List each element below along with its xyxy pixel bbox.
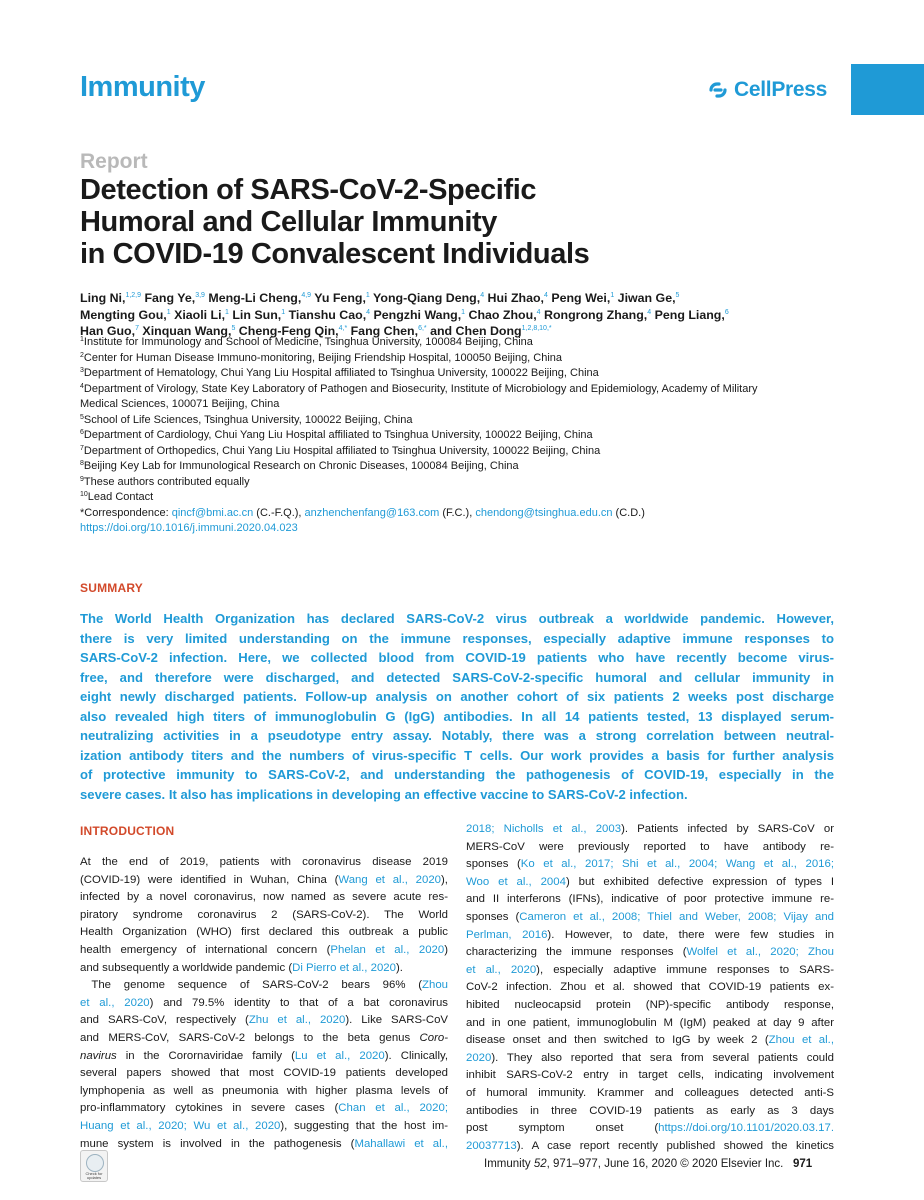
text-line	[80, 1012, 448, 1030]
author-name: Rongrong Zhang,	[540, 307, 648, 322]
affiliation-number: 3	[80, 367, 84, 374]
text-line	[80, 1065, 448, 1083]
affiliation-number: 9	[80, 475, 84, 483]
affiliation-number: 5	[80, 413, 84, 421]
footer-volume: 52	[533, 1158, 547, 1170]
text-run: ),	[441, 873, 448, 886]
affiliation-marker[interactable]: 7	[135, 325, 139, 332]
citation-link[interactable]: https://doi.org/10.1101/2020.03.17.	[658, 1122, 834, 1135]
text-run: in the Corornaviridae family (	[116, 1049, 295, 1062]
text-run: CoV-2 infection. Zhou et al. showed that COVID-19 patients ex-	[466, 981, 834, 994]
text-run: ) and 79.5% identity to that of a bat coronavirus	[149, 996, 448, 1009]
affiliation-marker[interactable]: 3,9	[195, 292, 205, 299]
article-title	[80, 174, 720, 270]
summary-heading: SUMMARY	[80, 581, 143, 595]
badge-disc	[86, 1154, 104, 1172]
author-name: Hui Zhao,	[484, 291, 544, 305]
summary-abstract	[80, 609, 834, 804]
text-line	[80, 924, 448, 942]
text-line	[80, 1100, 448, 1118]
author-name: Xinquan Wang,	[138, 324, 232, 338]
text-line	[466, 1103, 834, 1121]
text-run: lymphopenia as well as pneumonia with higher plasma levels of	[80, 1084, 448, 1097]
affiliation-marker[interactable]: 4	[366, 308, 371, 316]
affiliation-item	[80, 413, 840, 429]
citation-link[interactable]: Phelan et al., 2020	[330, 943, 445, 956]
citation-link[interactable]: Perlman, 2016	[466, 928, 548, 941]
text-run: infected by a novel coronavirus, now named as severe acute res-	[80, 891, 448, 904]
affiliation-item	[80, 335, 840, 351]
text-run: sponses (	[466, 910, 520, 923]
affiliation-number: 10	[80, 491, 88, 498]
affiliation-item	[80, 428, 840, 444]
affiliation-marker[interactable]: 4	[480, 292, 485, 299]
affiliation-number: 6	[80, 429, 84, 436]
citation-link[interactable]: Zhou	[422, 979, 448, 992]
author-name: Mengting Gou,	[80, 307, 167, 322]
text-run: ). However, to date, there were few studies in	[547, 928, 834, 941]
affiliation-marker[interactable]: 4	[536, 308, 541, 316]
author-name: and Chen Dong	[426, 324, 522, 338]
publisher-logo[interactable]	[706, 78, 827, 102]
affiliation-marker[interactable]: 4	[647, 308, 652, 316]
text-run: Coro-	[419, 1031, 448, 1044]
text-run: health emergency of international concern (	[80, 943, 331, 956]
text-run: and subsequently a worldwide pandemic (	[80, 961, 293, 974]
text-line	[80, 889, 448, 907]
summary-line: The World Health Organization has declared SARS-CoV-2 virus outbreak a worldwide pandemic. However,	[80, 611, 834, 626]
summary-line: there is very limited understanding on the immune responses, especially adaptive immune responses to	[80, 630, 834, 646]
author-list	[80, 290, 840, 340]
text-run: At the end of 2019, patients with coronavirus disease 2019	[80, 856, 448, 868]
text-run: characterizing the immune responses (	[466, 946, 687, 959]
text-line	[466, 1138, 834, 1156]
affiliation-text: Medical Sciences, 100071 Beijing, China	[80, 398, 280, 410]
affiliation-item	[80, 382, 840, 398]
journal-name: Immunity	[80, 71, 205, 103]
text-line	[466, 1067, 834, 1085]
email-link[interactable]: anzhenchenfang@163.com	[304, 506, 440, 519]
affiliation-text: Department of Hematology, Chui Yang Liu Hospital affiliated to Tsinghua University, 100022 Beijing, China	[83, 367, 599, 379]
text-line	[466, 997, 834, 1015]
author-name: Xiaoli Li,	[170, 307, 226, 322]
affiliation-marker[interactable]: 1,2,9	[125, 292, 142, 299]
text-line	[80, 1136, 448, 1154]
affiliation-item	[80, 475, 840, 491]
text-run: ), especially adaptive immune responses to SARS-	[536, 963, 834, 976]
text-run: The genome sequence of SARS-CoV-2 bears 96% (	[80, 979, 423, 992]
author-name: Yong-Qiang Deng,	[369, 291, 481, 305]
text-run: and MERS-CoV, SARS-CoV-2 belongs to the beta genus	[80, 1031, 420, 1044]
publisher-name: CellPress	[734, 78, 828, 101]
affiliation-text: Department of Virology, State Key Laboratory of Pathogen and Biosecurity, Institute of Microbiology and Epidemiology, Academy of Military	[83, 382, 758, 395]
text-run: ).	[395, 961, 403, 974]
text-line	[466, 874, 834, 892]
text-line	[80, 1083, 448, 1101]
correspondence-note: (C.-F.Q.),	[253, 506, 305, 519]
citation-link[interactable]: Ko et al., 2017; Shi et al., 2004; Wang et al., 2016;	[520, 858, 834, 871]
text-line	[466, 1032, 834, 1050]
affiliation-marker[interactable]: 1	[461, 308, 466, 316]
affiliation-marker[interactable]: 4	[543, 292, 548, 299]
citation-link[interactable]: 2020	[466, 1051, 492, 1064]
text-run: and II interferons (IFNs), indicative of poor protective immune re-	[466, 893, 834, 906]
affiliation-item	[80, 444, 840, 460]
citation-link[interactable]: Zhu et al., 2020	[248, 1014, 346, 1027]
text-line	[466, 856, 834, 874]
citation-link[interactable]: Woo et al., 2004	[466, 875, 566, 888]
text-run: )	[444, 943, 448, 956]
citation-link[interactable]: Cameron et al., 2008; Thiel and Weber, 2008; Vijay and	[519, 910, 834, 923]
text-line	[80, 907, 448, 925]
affiliation-number: 1	[80, 336, 84, 343]
text-run: post symptom onset (	[466, 1122, 659, 1135]
text-run: disease onset and then switched to IgG by week 2 (	[466, 1034, 769, 1047]
text-run: navirus	[80, 1049, 117, 1062]
text-line	[80, 854, 448, 872]
text-run: inhibit SARS-CoV-2 entry in target cells, indicating involvement	[466, 1069, 834, 1082]
text-run: ). A case report recently published showed the kinetics	[516, 1139, 834, 1152]
text-run: and in one patient, immunoglobulin M (IgM) peaked at day 9 after	[466, 1016, 834, 1029]
author-name: Han Guo,	[80, 324, 136, 338]
author-name: Cheng-Feng Qin,	[235, 324, 339, 338]
citation-link[interactable]: 20037713	[466, 1139, 517, 1152]
check-for-updates-icon[interactable]	[80, 1150, 108, 1182]
correspondence-label: *Correspondence:	[80, 506, 172, 519]
citation-link[interactable]: Chan et al., 2020;	[338, 1102, 448, 1115]
summary-line: ization antibody titers and the numbers of virus-specific T cells. Our work provides a basis for further analysis	[80, 747, 834, 763]
affiliation-number: 2	[80, 351, 84, 359]
text-run: sponses (	[466, 858, 521, 871]
affiliation-marker[interactable]: 1,2,8,10,*	[521, 325, 552, 332]
citation-link[interactable]: et al., 2020	[80, 996, 150, 1009]
affiliation-number: 4	[80, 382, 84, 390]
text-run: pro-inflammatory cytokines in severe cases (	[80, 1102, 339, 1115]
affiliation-item	[80, 459, 840, 475]
text-run: antibodies in three COVID-19 patients as early as 3 days	[466, 1104, 834, 1117]
text-line	[80, 995, 448, 1013]
author-name: Fang Chen,	[347, 324, 419, 338]
citation-link[interactable]: Wolfel et al., 2020; Zhou	[686, 946, 834, 959]
citation-link[interactable]: Huang et al., 2020; Wu et al., 2020	[80, 1119, 281, 1132]
affiliation-text: Beijing Key Lab for Immunological Research on Chronic Diseases, 100084 Beijing, China	[83, 460, 519, 472]
body-column-left	[80, 854, 448, 1153]
affiliation-marker[interactable]: 5	[231, 325, 236, 332]
text-line	[80, 960, 448, 978]
title-line: in COVID-19 Convalescent Individuals	[80, 238, 590, 270]
text-run: ) but exhibited defective expression of types I	[565, 875, 834, 888]
text-line	[80, 977, 448, 995]
text-run: of humoral immunity. Krammer and colleagues detected anti-S	[466, 1086, 834, 1099]
author-name: Yu Feng,	[311, 291, 366, 305]
text-line	[466, 1085, 834, 1103]
summary-line: of protective immunity to SARS-CoV-2, and understanding the pathogenesis of COVID-19, especially in the	[80, 767, 834, 782]
text-run: ). They also reported that sera from several patients could	[491, 1051, 834, 1064]
summary-line: eight newly discharged patients. Follow-up analysis on another cohort of six patients 2 weeks post discharge	[80, 689, 834, 704]
text-run: several papers showed that most COVID-19 patients developed	[80, 1067, 448, 1080]
text-run: piratory syndrome coronavirus 2 (SARS-CoV-2). The World	[80, 908, 448, 921]
summary-line: also revealed high titers of immunoglobulin G (IgG) antibodies. In all 14 patients tested, 13 displayed serum-	[80, 708, 834, 724]
article-type: Report	[80, 150, 148, 173]
affiliation-item	[80, 397, 840, 413]
author-name: Chao Zhou,	[465, 307, 537, 322]
text-line	[466, 944, 834, 962]
affiliation-marker[interactable]: 5	[675, 292, 680, 299]
affiliation-marker[interactable]: 6,*	[418, 325, 427, 332]
author-line	[80, 307, 840, 324]
affiliation-text: Institute for Immunology and School of Medicine, Tsinghua University, 100084 Beijing, China	[83, 336, 533, 348]
author-name: Lin Sun,	[228, 307, 282, 322]
text-run: ). Like SARS-CoV	[345, 1014, 449, 1027]
affiliation-marker[interactable]: 4,*	[338, 325, 348, 332]
text-line	[80, 942, 448, 960]
citation-link[interactable]: Zhou et al.,	[768, 1034, 834, 1047]
citation-link[interactable]: Mahallawi et al.,	[354, 1137, 449, 1150]
correspondence	[80, 506, 840, 522]
correspondence-note: (C.D.)	[612, 506, 645, 519]
summary-line: SARS-CoV-2 infection. Here, we collected blood from COVID-19 patients who have recently become virus-	[80, 650, 834, 665]
text-run: Health Organization (WHO) first declared this outbreak a public	[80, 926, 448, 939]
doi-link[interactable]: https://doi.org/10.1016/j.immuni.2020.04.023	[80, 522, 298, 534]
affiliation-item	[80, 490, 840, 506]
affiliation-text: Department of Cardiology, Chui Yang Liu Hospital affiliated to Tsinghua University, 100022 Beijing, China	[83, 429, 593, 441]
text-line	[466, 927, 834, 945]
author-name: Peng Wei,	[547, 291, 611, 305]
text-run: (COVID-19) were identified in Wuhan, China (	[80, 873, 339, 886]
text-line	[466, 1015, 834, 1033]
body-column-right	[466, 821, 834, 1155]
email-link[interactable]: chendong@tsinghua.edu.cn	[475, 506, 613, 519]
title-line: Humoral and Cellular Immunity	[80, 206, 498, 238]
affiliation-item	[80, 366, 840, 382]
correspondence-note: (F.C.),	[439, 506, 476, 519]
affiliation-marker[interactable]: 1	[365, 292, 370, 299]
affiliation-number: 8	[80, 460, 84, 467]
author-name: Fang Ye,	[141, 291, 196, 305]
affiliation-number: 7	[80, 444, 84, 452]
citation-link[interactable]: 2018; Nicholls et al., 2003	[466, 823, 622, 835]
affiliation-item	[80, 351, 840, 367]
text-run: mune system is involved in the pathogenesis (	[80, 1137, 355, 1150]
footer-journal: Immunity	[484, 1158, 534, 1170]
text-line	[466, 1050, 834, 1068]
title-line: Detection of SARS-CoV-2-Specific	[80, 174, 537, 206]
author-name: Pengzhi Wang,	[370, 307, 462, 322]
text-run: MERS-CoV were previously reported to have antibody re-	[466, 840, 834, 853]
affiliation-marker[interactable]: 1	[166, 308, 171, 316]
author-line	[80, 290, 840, 307]
affiliations	[80, 335, 840, 537]
text-line	[80, 1118, 448, 1136]
summary-line: neutralizing activities in a pseudotype entry assay. Notably, there was a strong correlation between neutral-	[80, 728, 834, 743]
text-line	[80, 1048, 448, 1066]
text-line	[466, 909, 834, 927]
text-line	[80, 872, 448, 890]
page-number: 971	[792, 1158, 813, 1170]
citation-link[interactable]: Lu et al., 2020	[294, 1049, 385, 1062]
cellpress-logo-icon	[706, 79, 730, 101]
badge-label: Check for updates	[85, 1171, 103, 1180]
affiliation-text: School of Life Sciences, Tsinghua University, 100022 Beijing, China	[83, 413, 413, 426]
text-run: ), suggesting that the host im-	[280, 1119, 448, 1132]
text-run: and SARS-CoV, respectively (	[80, 1014, 249, 1027]
author-name: Peng Liang,	[651, 307, 725, 322]
text-run: ). Clinically,	[384, 1049, 448, 1062]
affiliation-marker[interactable]: 1	[610, 292, 615, 299]
citation-link[interactable]: Wang et al., 2020	[338, 873, 442, 886]
page-footer	[484, 1158, 812, 1170]
author-name: Ling Ni,	[80, 291, 126, 305]
summary-line: free, and therefore were discharged, and detected SARS-CoV-2-specific humoral and cellular immunity in	[80, 669, 834, 685]
summary-line: severe cases. It also has implications in developing an effective vaccine to SARS-CoV-2 infection.	[80, 786, 688, 802]
affiliation-marker[interactable]: 1	[281, 308, 286, 316]
author-name: Tianshu Cao,	[285, 307, 367, 322]
text-line	[80, 1030, 448, 1048]
text-line	[466, 891, 834, 909]
author-name: Jiwan Ge,	[614, 291, 676, 305]
text-line	[466, 962, 834, 980]
citation-link[interactable]: Di Pierro et al., 2020	[292, 961, 396, 974]
author-name: Meng-Li Cheng,	[204, 291, 302, 305]
text-line	[466, 821, 834, 839]
text-run: hibited nucleocapsid protein (NP)-specific antibody response,	[466, 998, 834, 1011]
affiliation-text: Center for Human Disease Immuno-monitoring, Beijing Friendship Hospital, 100050 Beijing, China	[83, 351, 563, 364]
introduction-heading: INTRODUCTION	[80, 824, 175, 838]
text-run: ). Patients infected by SARS-CoV or	[621, 823, 834, 835]
email-link[interactable]: qincf@bmi.ac.cn	[171, 506, 254, 519]
affiliation-text: Department of Orthopedics, Chui Yang Liu Hospital affiliated to Tsinghua University, 100022 Beijing, China	[83, 444, 601, 457]
footer-pages: , 971–977, June 16, 2020 © 2020 Elsevier Inc.	[546, 1158, 784, 1170]
affiliation-marker[interactable]: 1	[225, 308, 229, 316]
affiliation-text: These authors contributed equally	[83, 475, 250, 488]
affiliation-marker[interactable]: 4,9	[301, 292, 312, 299]
affiliation-text: Lead Contact	[87, 491, 154, 503]
text-line	[466, 1120, 834, 1138]
affiliation-marker[interactable]: 6	[724, 308, 729, 316]
text-line	[466, 839, 834, 857]
text-line	[466, 979, 834, 997]
citation-link[interactable]: et al., 2020	[466, 963, 537, 976]
corner-color-tab	[851, 64, 924, 115]
